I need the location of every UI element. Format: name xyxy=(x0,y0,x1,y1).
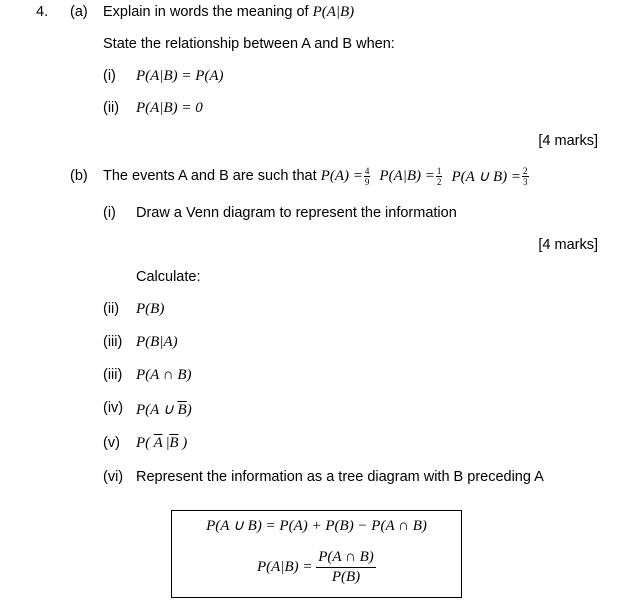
part-b-intro xyxy=(103,163,530,189)
v-bar-b: $\overline{B}$ xyxy=(169,435,179,451)
part-a-relationship: State the relationship between A and B when: xyxy=(103,36,395,52)
pa-num: 4 xyxy=(364,165,370,176)
pa-den: 9 xyxy=(364,176,370,187)
part-b-ii-label: (ii) xyxy=(103,301,120,317)
v-post: ) xyxy=(182,435,188,451)
iv-post: ) xyxy=(186,402,192,418)
formula-box xyxy=(171,510,462,598)
formula-conditional-lhs: P(A|B) = xyxy=(257,558,313,575)
part-b-ii-expr: P(B) xyxy=(136,301,165,317)
part-a-ii-expr: P(A|B) = 0 xyxy=(136,100,203,116)
part-b-iii2-label: (iii) xyxy=(103,367,123,383)
pab-fraction xyxy=(436,166,443,187)
part-b-iii2-expr: P(A ∩ B) xyxy=(136,367,192,383)
part-b-vi-text: Represent the information as a tree diagram with B preceding A xyxy=(136,469,544,485)
iv-pre: P(A ∪ xyxy=(136,402,178,418)
formula-conditional-fraction xyxy=(316,548,376,587)
part-b-v-expr xyxy=(136,435,187,452)
formula-numerator: P(A ∩ B) xyxy=(316,548,376,568)
formula-conditional xyxy=(257,545,376,589)
pa-fraction xyxy=(364,166,371,187)
part-a-i-expr: P(A|B) = P(A) xyxy=(136,68,224,84)
paub-fraction xyxy=(522,166,529,187)
part-b-i-text: Draw a Venn diagram to represent the information xyxy=(136,205,457,221)
pab-num: 1 xyxy=(436,165,442,176)
part-a-question xyxy=(103,4,354,21)
paub-label: P(A ∪ B) = xyxy=(451,168,522,185)
v-bar-a: $\overline{A}$ xyxy=(153,435,163,451)
question-number: 4. xyxy=(36,4,49,20)
part-b-v-label: (v) xyxy=(103,435,120,451)
calculate-heading: Calculate: xyxy=(136,269,201,285)
part-b-label: (b) xyxy=(70,168,88,184)
part-a-label: (a) xyxy=(70,4,88,20)
v-pre: P( xyxy=(136,435,151,451)
part-b-vi-label: (vi) xyxy=(103,469,124,485)
part-b-iv-label: (iv) xyxy=(103,400,124,416)
part-a-expr: P(A|B) xyxy=(312,4,355,20)
formula-addition-rule: P(A ∪ B) = P(A) + P(B) − P(A ∩ B) xyxy=(206,518,427,534)
part-a-i-label: (i) xyxy=(103,68,116,84)
part-b-iii-label: (iii) xyxy=(103,334,123,350)
part-a-ii-label: (ii) xyxy=(103,100,120,116)
paub-num: 2 xyxy=(523,165,528,176)
part-a-marks: [4 marks] xyxy=(538,133,598,149)
pa-label: P(A) = xyxy=(320,167,363,184)
part-b-marks: [4 marks] xyxy=(538,237,598,253)
part-a-text: Explain in words the meaning of xyxy=(103,4,309,20)
iv-bar: $\overline{B}$ xyxy=(177,402,187,418)
v-mid: | xyxy=(166,435,170,451)
part-b-intro-text: The events A and B are such that xyxy=(103,168,317,184)
part-b-iv-expr xyxy=(136,400,192,419)
pab-den: 2 xyxy=(436,176,442,187)
part-b-iii-expr: P(B|A) xyxy=(136,334,178,350)
formula-denominator: P(B) xyxy=(331,568,361,585)
part-b-i-label: (i) xyxy=(103,205,116,221)
pab-label: P(A|B) = xyxy=(379,167,435,184)
paub-den: 3 xyxy=(523,176,528,187)
